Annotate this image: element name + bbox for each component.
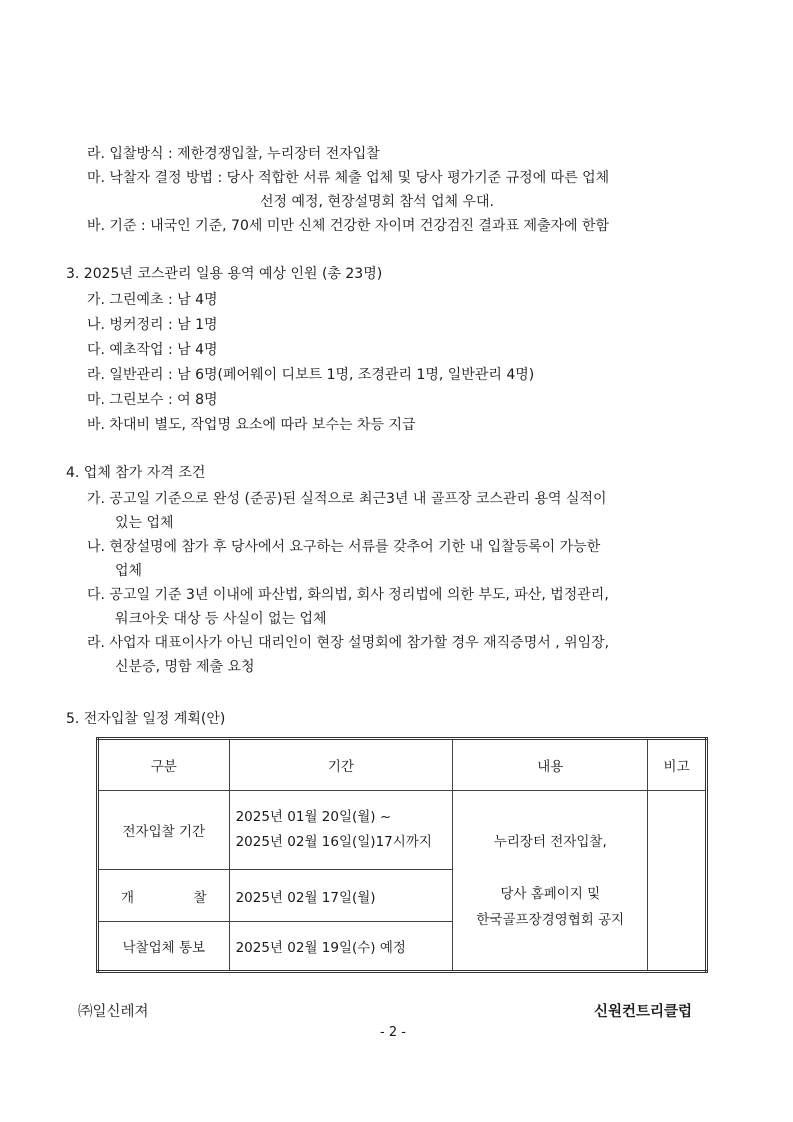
sec3-item: 마. 그린보수 : 여 8명 (87, 392, 218, 408)
sec3-item: 다. 예초작업 : 남 4명 (87, 342, 218, 358)
content-line: 당사 홈페이지 및 (500, 885, 601, 902)
sec4-da-line1: 다. 공고일 기준 3년 이내에 파산법, 화의법, 회사 정리법에 의한 부도, 파산, 법정관리, (87, 587, 609, 603)
section-3-heading: 3. 2025년 코스관리 일용 용역 예상 인원 (총 23명) (66, 266, 383, 282)
club-name: 신원컨트리클럽 (594, 1004, 693, 1020)
opening-label-a: 개 (121, 889, 135, 906)
header-remark: 비고 (648, 739, 707, 791)
sec3-item: 라. 일반관리 : 남 6명(페어웨이 디보트 1명, 조경관리 1명, 일반관리 4명) (87, 367, 535, 383)
content-line: 한국골프장경영협회 공지 (476, 911, 625, 928)
period-start: 2025년 01월 20일(월) ~ (235, 809, 392, 825)
sec4-ga-line1: 가. 공고일 기준으로 완성 (준공)된 실적으로 최근3년 내 골프장 코스관리 용역 실적이 (87, 491, 607, 507)
sec4-na-line1: 나. 현장설명에 참가 후 당사에서 요구하는 서류를 갖추어 기한 내 입찰등록이 가능한 (87, 539, 601, 555)
section-4-heading: 4. 업체 참가 자격 조건 (66, 465, 206, 481)
header-period: 기간 (229, 739, 453, 791)
bid-method: 라. 입찰방식 : 제한경쟁입찰, 누리장터 전자입찰 (87, 146, 380, 162)
content-cell (453, 791, 648, 972)
sec3-item: 바. 차대비 별도, 작업명 요소에 따라 보수는 차등 지급 (87, 417, 416, 433)
header-content: 내용 (453, 739, 648, 791)
sec4-ga-line2: 있는 업체 (115, 515, 174, 531)
period-cell: 2025년 02월 17일(월) (229, 870, 453, 922)
table-row (98, 791, 707, 870)
period-cell: 2025년 02월 19일(수) 예정 (229, 922, 453, 972)
sec4-na-line2: 업체 (115, 563, 143, 579)
remark-cell (648, 791, 707, 972)
criteria: 바. 기준 : 내국인 기준, 70세 미만 신체 건강한 자이며 건강검진 결과표 제출자에 한함 (87, 218, 610, 234)
sec4-ra-line2: 신분증, 명함 제출 요청 (115, 659, 255, 675)
section-5-heading: 5. 전자입찰 일정 계획(안) (66, 711, 226, 727)
table-header-row (98, 739, 707, 791)
opening-label-b: 찰 (193, 889, 207, 906)
company-name: ㈜일신레져 (78, 1004, 149, 1020)
header-category: 구분 (98, 739, 230, 791)
period-end: 2025년 02월 16일(일)17시까지 (235, 834, 432, 850)
period-cell (229, 791, 453, 870)
schedule-table (96, 737, 708, 973)
page-number: - 2 - (380, 1025, 406, 1040)
winner-decision-line1: 마. 낙찰자 결정 방법 : 당사 적합한 서류 체출 업체 및 당사 평가기준 규정에 따른 업체 (87, 170, 610, 186)
row-label-notice: 낙찰업체 통보 (98, 922, 230, 972)
sec3-item: 나. 벙커정리 : 남 1명 (87, 317, 218, 333)
sec4-da-line2: 워크아웃 대상 등 사실이 없는 업체 (115, 611, 327, 627)
row-label-opening (98, 870, 230, 922)
winner-decision-line2: 선정 예정, 현장설명회 참석 업체 우대. (260, 194, 495, 210)
row-label-ebid: 전자입찰 기간 (98, 791, 230, 870)
sec4-ra-line1: 라. 사업자 대표이사가 아닌 대리인이 현장 설명회에 참가할 경우 재직증명서 , 위임장, (87, 635, 610, 651)
sec3-item: 가. 그린예초 : 남 4명 (87, 292, 218, 308)
content-line: 누리장터 전자입찰, (493, 833, 607, 850)
